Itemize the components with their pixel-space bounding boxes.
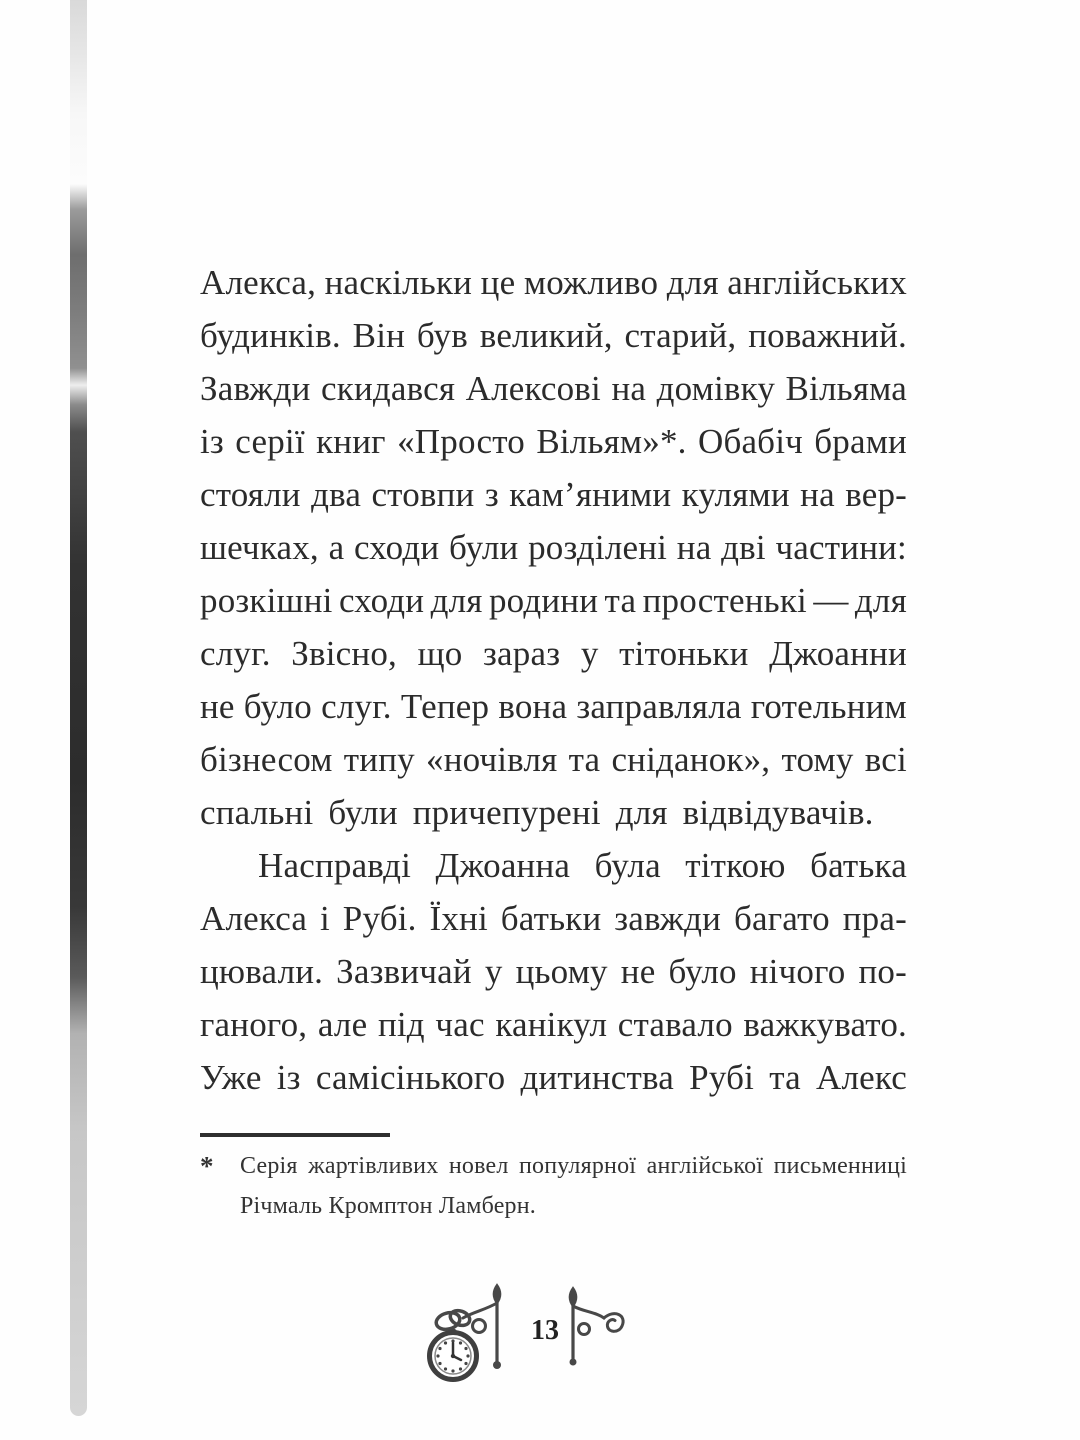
footnote-line-2: Річмаль Кромптон Ламберн. bbox=[240, 1193, 536, 1219]
footnote-line-1-words: Серія жартівливих новел популярної англійської письменниці bbox=[240, 1153, 907, 1179]
body-text-line: стояли два стовпи з кам’яними кулями на вер- bbox=[200, 475, 907, 514]
footnote-marker: * bbox=[200, 1151, 214, 1181]
body-text-line: розкішні сходи для родини та простенькі — для bbox=[200, 581, 907, 620]
body-text-line: слуг. Звісно, що зараз у тітоньки Джоанни bbox=[200, 634, 907, 673]
body-text-line: Завжди скидався Алексові на домівку Вільяма bbox=[200, 369, 907, 408]
footnote-separator bbox=[200, 1133, 390, 1137]
body-text-line: будинків. Він був великий, старий, поважний. bbox=[200, 316, 907, 355]
body-text-line: Алекса, наскільки це можливо для англійських bbox=[200, 263, 907, 302]
body-text-line: спальні були причепурені для відвідувачів. bbox=[200, 793, 874, 832]
body-text-line: Уже із самісінького дитинства Рубі та Алекс bbox=[200, 1058, 907, 1097]
body-text-line: цювали. Зазвичай у цьому не було нічого по- bbox=[200, 952, 907, 991]
body-text-line: Насправді Джоанна була тіткою батька bbox=[258, 846, 907, 885]
body-text-line: Алекса і Рубі. Їхні батьки завжди багато пра- bbox=[200, 899, 907, 938]
adjacent-page-edge bbox=[70, 0, 87, 1416]
body-text-line: не було слуг. Тепер вона заправляла готельним bbox=[200, 687, 907, 726]
body-text bbox=[200, 256, 907, 1104]
pocket-watch-ornament-icon bbox=[415, 1283, 515, 1388]
body-text-line: шечках, а сходи були розділені на дві частини: bbox=[200, 528, 907, 567]
footnote bbox=[200, 1146, 907, 1226]
page-number: 13 bbox=[531, 1315, 559, 1346]
body-text-line: із серії книг «Просто Вільям»*. Обабіч брами bbox=[200, 422, 907, 461]
scroll-ornament-icon bbox=[560, 1286, 640, 1371]
body-text-line: ганого, але під час канікул ставало важкувато. bbox=[200, 1005, 907, 1044]
footnote-line-1 bbox=[200, 1146, 907, 1186]
body-text-line: бізнесом типу «ночівля та сніданок», тому всі bbox=[200, 740, 907, 779]
